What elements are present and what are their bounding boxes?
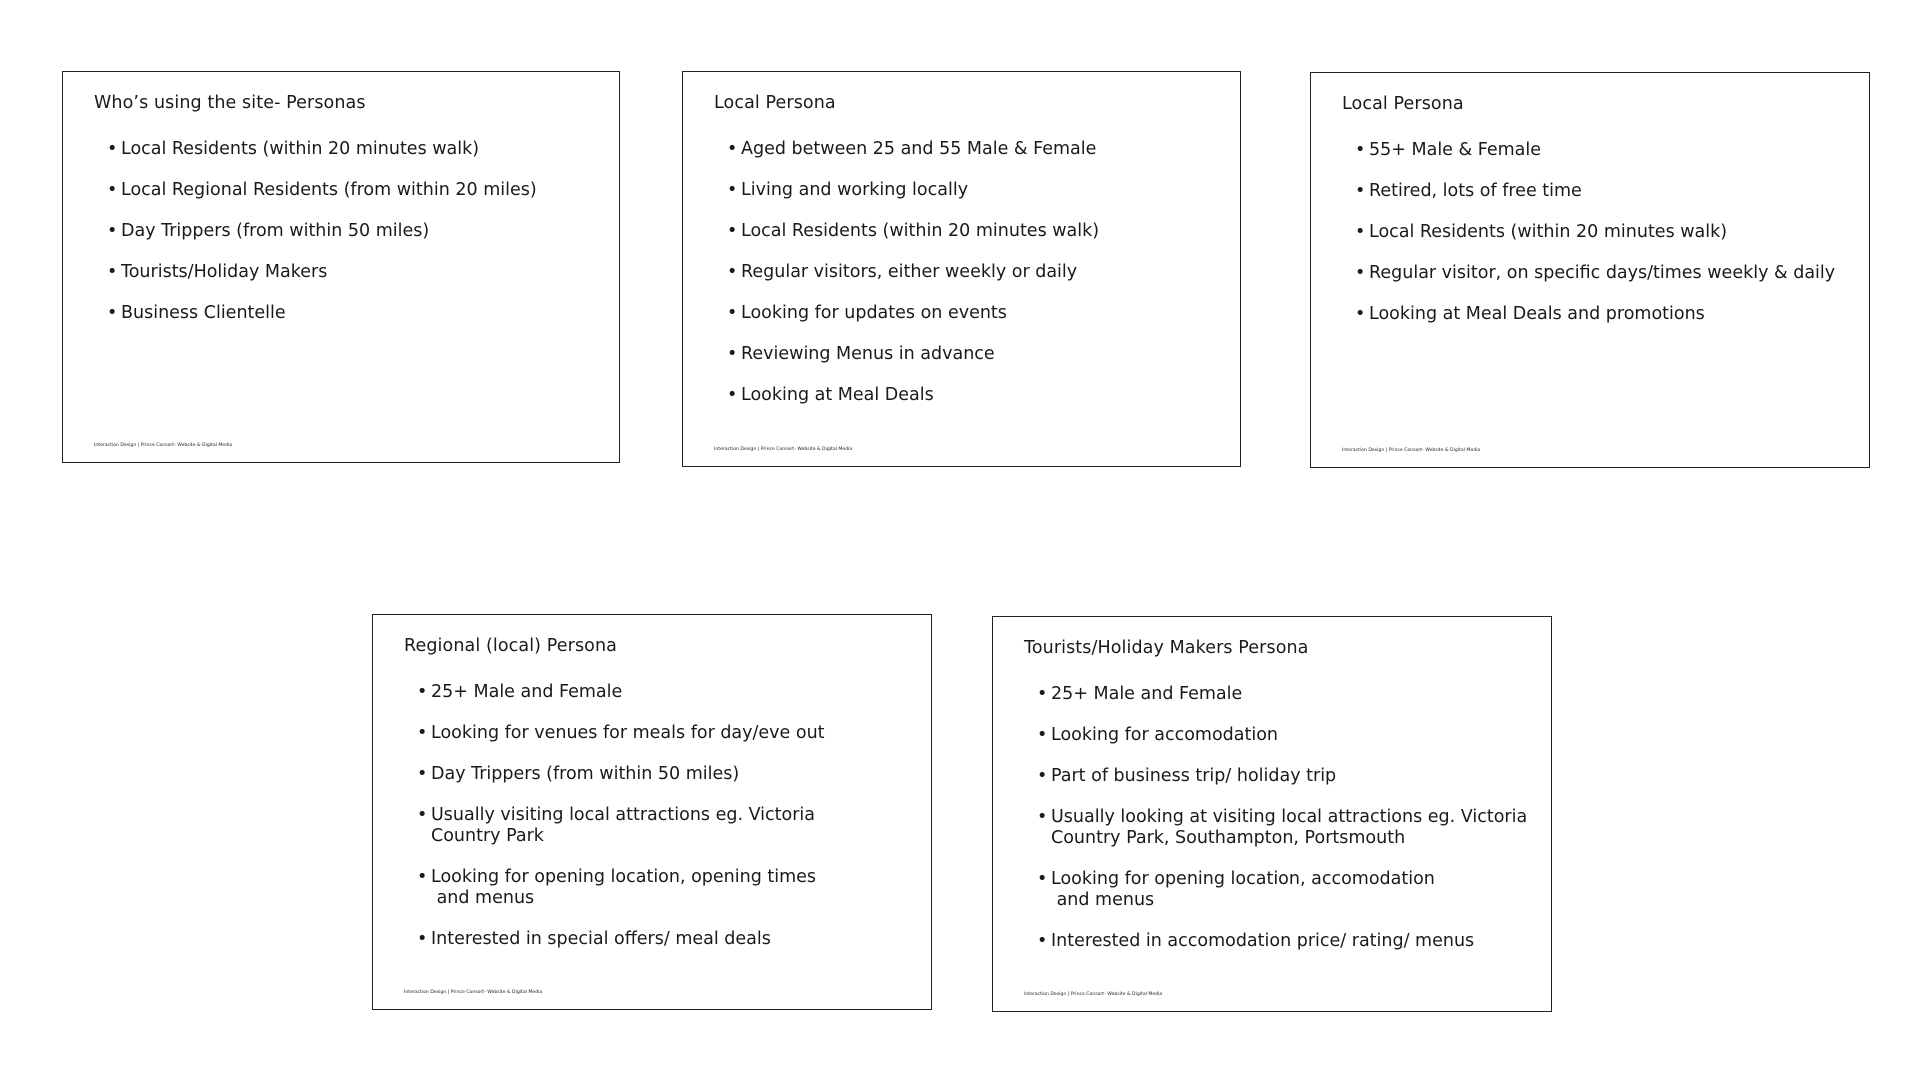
bullet-text: • Local Regional Residents (from within 20 miles)	[121, 180, 537, 200]
bullet-text: • Aged between 25 and 55 Male & Female	[741, 139, 1097, 159]
bullet-item	[404, 805, 904, 847]
bullet-item	[94, 221, 594, 242]
bullet-text: • 25+ Male and Female	[1051, 684, 1243, 704]
slide-thumbnail[interactable]	[682, 71, 1241, 467]
slide-footer: Interaction Design | Prince Consort- Website & Digital Media	[1024, 992, 1163, 997]
slide-title: Local Persona	[1342, 94, 1464, 114]
bullet-item	[1024, 807, 1528, 849]
bullet-item	[1024, 869, 1524, 911]
bullet-text: • Looking at Meal Deals and promotions	[1369, 304, 1705, 324]
bullet-item	[1342, 304, 1842, 325]
bullet-item	[1342, 263, 1842, 284]
bullet-item	[1024, 766, 1524, 787]
bullet-item	[404, 929, 904, 950]
bullet-list	[94, 139, 594, 344]
bullet-item	[714, 385, 1214, 406]
bullet-text: • Part of business trip/ holiday trip	[1051, 766, 1337, 786]
slide-title: Regional (local) Persona	[404, 636, 617, 656]
bullet-text: • Tourists/Holiday Makers	[121, 262, 328, 282]
bullet-text: • Business Clientelle	[121, 303, 286, 323]
slide-thumbnail[interactable]	[992, 616, 1552, 1012]
bullet-text: • Day Trippers (from within 50 miles)	[121, 221, 430, 241]
bullet-text: • Local Residents (within 20 minutes walk)	[741, 221, 1100, 241]
slide-title: Local Persona	[714, 93, 836, 113]
bullet-text: • Living and working locally	[741, 180, 969, 200]
slide-thumbnail[interactable]	[62, 71, 620, 463]
slide-thumbnail[interactable]	[1310, 72, 1870, 468]
bullet-item	[1342, 181, 1842, 202]
bullet-item	[404, 764, 904, 785]
bullet-text: • Regular visitor, on specific days/times weekly & daily	[1369, 263, 1836, 283]
bullet-text: • Looking at Meal Deals	[741, 385, 934, 405]
slide-title: Who’s using the site- Personas	[94, 93, 366, 113]
bullet-text: • Local Residents (within 20 minutes walk)	[1369, 222, 1728, 242]
bullet-item	[94, 303, 594, 324]
bullet-item	[94, 262, 594, 283]
bullet-item	[714, 221, 1214, 242]
bullet-text: • Local Residents (within 20 minutes walk)	[121, 139, 480, 159]
bullet-text: • 25+ Male and Female	[431, 682, 623, 702]
bullet-item	[1024, 725, 1524, 746]
bullet-item	[714, 344, 1214, 365]
bullet-text: • Reviewing Menus in advance	[741, 344, 995, 364]
bullet-text: • Day Trippers (from within 50 miles)	[431, 764, 740, 784]
bullet-item	[94, 180, 594, 201]
bullet-text: • Looking for venues for meals for day/eve out	[431, 723, 825, 743]
bullet-item	[404, 867, 904, 909]
slide-footer: Interaction Design | Prince Consort- Website & Digital Media	[714, 447, 853, 452]
bullet-list	[404, 682, 904, 970]
bullet-text: • Interested in special offers/ meal deals	[431, 929, 771, 949]
bullet-text: • Usually looking at visiting local attractions eg. Victoria	[1051, 807, 1528, 827]
bullet-list	[1342, 140, 1842, 345]
bullet-text: • 55+ Male & Female	[1369, 140, 1541, 160]
bullet-item	[714, 262, 1214, 283]
bullet-item	[1024, 931, 1524, 952]
bullet-item	[714, 139, 1214, 160]
bullet-text: • Looking for accomodation	[1051, 725, 1279, 745]
bullet-text: • Regular visitors, either weekly or daily	[741, 262, 1078, 282]
bullet-item	[1342, 140, 1842, 161]
bullet-item	[714, 180, 1214, 201]
bullet-list	[714, 139, 1214, 426]
slide-footer: Interaction Design | Prince Consort- Website & Digital Media	[404, 990, 543, 995]
bullet-item	[714, 303, 1214, 324]
bullet-text: • Usually visiting local attractions eg. Victoria	[431, 805, 816, 825]
bullet-item	[404, 723, 904, 744]
slide-thumbnail[interactable]	[372, 614, 932, 1010]
slide-title: Tourists/Holiday Makers Persona	[1024, 638, 1309, 658]
bullet-text: • Interested in accomodation price/ rating/ menus	[1051, 931, 1475, 951]
bullet-text: and menus	[431, 888, 535, 908]
slide-footer: Interaction Design | Prince Consort- Website & Digital Media	[1342, 448, 1481, 453]
bullet-item	[404, 682, 904, 703]
bullet-text: • Looking for opening location, accomodation	[1051, 869, 1435, 889]
bullet-text: Country Park, Southampton, Portsmouth	[1051, 828, 1406, 848]
bullet-text: Country Park	[431, 826, 544, 846]
bullet-text: • Retired, lots of free time	[1369, 181, 1582, 201]
bullet-text: and menus	[1051, 890, 1155, 910]
slide-footer: Interaction Design | Prince Consort- Website & Digital Media	[94, 443, 233, 448]
bullet-item	[1024, 684, 1524, 705]
bullet-item	[94, 139, 594, 160]
bullet-list	[1024, 684, 1528, 972]
bullet-item	[1342, 222, 1842, 243]
bullet-text: • Looking for updates on events	[741, 303, 1007, 323]
bullet-text: • Looking for opening location, opening times	[431, 867, 817, 887]
